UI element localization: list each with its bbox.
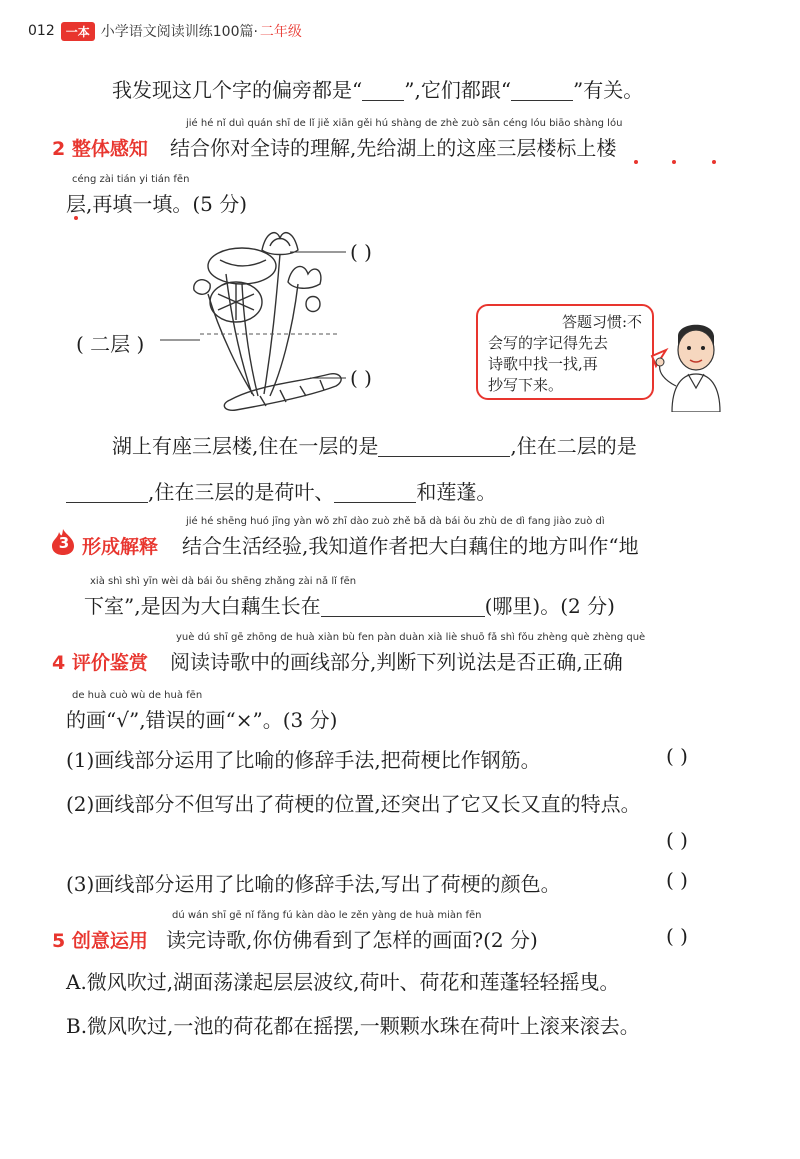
emphasis-dot [634,160,638,164]
q2-label: 2 整体感知 [52,138,148,160]
q2-fill-text-2a: ,住在三层的是荷叶、 [148,480,335,504]
q2-text-2: 层,再填一填。(5 分) [66,192,248,216]
q3-text-1: 结合生活经验,我知道作者把大白藕住的地方叫作“地 [182,534,639,558]
q4-answer-1[interactable]: ( ) [666,744,688,768]
tip-line-2: 会写的字记得先去 [488,334,609,352]
grade-label: 二年级 [259,24,302,40]
tip-line-1: 答题习惯:不 [561,313,642,331]
q2-text-1: 结合你对全诗的理解,先给湖上的这座三层楼标上楼 [170,136,617,160]
q2-fill-line-1 [112,430,637,459]
intro-text-1: 我发现这几个字的偏旁都是“ [112,78,363,102]
floor-bottom-blank[interactable]: ( ) [350,366,372,390]
q3-pinyin-1: jié hé shēng huó jīng yàn wǒ zhī dào zuò zhě bǎ dà bái ǒu zhù de dì fang jiào zuò dì [186,516,605,527]
blank-radical[interactable] [362,80,404,101]
q5-option-b[interactable]: B.微风吹过,一池的荷花都在摇摆,一颗颗水珠在荷叶上滚来滚去。 [66,1014,640,1038]
tip-line-3: 诗歌中找一找,再 [488,355,598,373]
floor-top-blank[interactable]: ( ) [350,240,372,264]
emphasis-dot [74,216,78,220]
q3-number: 3 [58,534,70,552]
blank-location[interactable] [321,596,485,617]
page-header [28,18,302,44]
page-number: 012 [28,23,55,39]
q5-answer[interactable]: ( ) [666,924,688,948]
q2-fill-line-2 [66,476,496,505]
q4-text-2: 的画“√”,错误的画“×”。(3 分) [66,708,338,732]
q3-label: 形成解释 [82,536,159,558]
q2-fill-text-2b: 和莲蓬。 [416,480,497,504]
q4-answer-3[interactable]: ( ) [666,868,688,892]
q2-fill-text-1b: ,住在二层的是 [510,434,637,458]
q2-pinyin-1: jié hé nǐ duì quán shī de lǐ jiě xiān gěi hú shàng de zhè zuò sān céng lóu biāo shàng lóu [186,118,623,129]
boy-avatar-icon [648,316,738,412]
q3-text-2b: (哪里)。(2 分) [484,594,615,618]
q4-item-2: (2)画线部分不但写出了荷梗的位置,还突出了它又长又直的特点。 [66,792,641,816]
floor-two-label: ( 二层 ) [76,332,145,356]
brand-logo: 一本 [61,22,95,41]
q4-answer-2[interactable]: ( ) [666,828,688,852]
q4-pinyin-2: de huà cuò wù de huà fēn [72,690,203,701]
intro-text-3: ”有关。 [573,78,644,102]
q2-pinyin-2: céng zài tián yi tián fēn [72,174,190,185]
intro-text-2: ”,它们都跟“ [404,78,512,102]
emphasis-dot [672,160,676,164]
blank-floor-2[interactable] [66,482,148,503]
tip-line-4: 抄写下来。 [488,376,564,394]
q3-line-2 [84,590,615,619]
q3-pinyin-2: xià shì shì yīn wèi dà bái ǒu shēng zhǎng zài nǎ lǐ fēn [90,576,357,587]
blank-floor-1[interactable] [378,436,510,457]
emphasis-dot [712,160,716,164]
tip-callout [476,304,654,400]
q4-item-1: (1)画线部分运用了比喻的修辞手法,把荷梗比作钢筋。 [66,748,541,772]
q4-text-1: 阅读诗歌中的画线部分,判断下列说法是否正确,正确 [170,650,623,674]
q5-option-a[interactable]: A.微风吹过,湖面荡漾起层层波纹,荷叶、荷花和莲蓬轻轻摇曳。 [66,970,620,994]
q4-pinyin-1: yuè dú shī gē zhōng de huà xiàn bù fen pàn duàn xià liè shuō fǎ shì fǒu zhèng què zhèng què [176,632,646,643]
floor-guide-lines [160,240,350,390]
q5-pinyin-1: dú wán shī gē nǐ fǎng fú kàn dào le zěn yàng de huà miàn fēn [172,910,482,921]
blank-related[interactable] [511,80,573,101]
q2-fill-text-1a: 湖上有座三层楼,住在一层的是 [112,434,379,458]
q3-text-2a: 下室”,是因为大白藕生长在 [84,594,321,618]
blank-floor-3[interactable] [334,482,416,503]
q5-label: 5 创意运用 [52,930,148,952]
q4-item-3: (3)画线部分运用了比喻的修辞手法,写出了荷梗的颜色。 [66,872,561,896]
series-title: 小学语文阅读训练100篇· [100,24,258,40]
intro-line [112,74,643,103]
q4-label: 4 评价鉴赏 [52,652,148,674]
q5-text-1: 读完诗歌,你仿佛看到了怎样的画面?(2 分) [166,928,538,952]
